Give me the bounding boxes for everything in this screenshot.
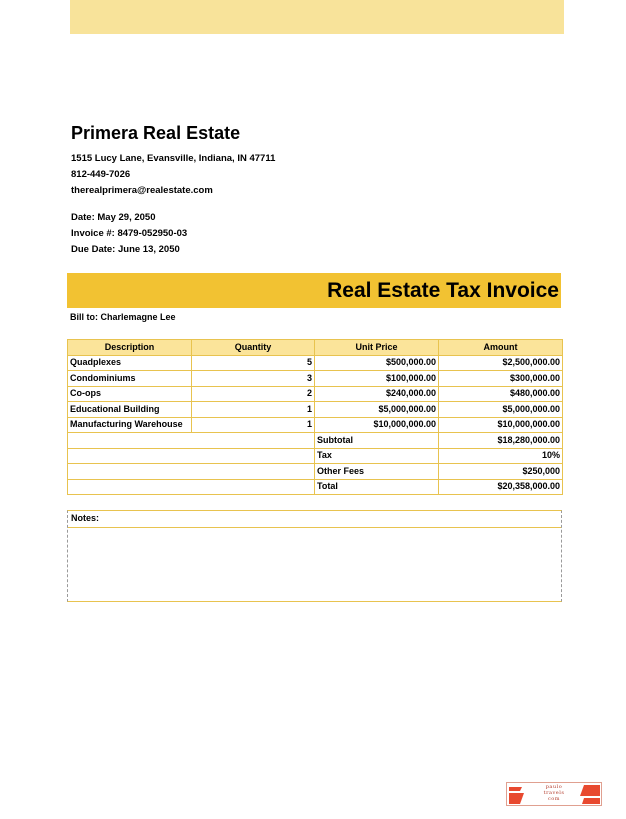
table-row	[68, 386, 563, 402]
row-unit-price: $500,000.00	[315, 355, 439, 371]
row-description: Manufacturing Warehouse	[68, 417, 192, 433]
tax-value: 10%	[439, 448, 563, 464]
header-description: Description	[68, 340, 192, 356]
total-value: $20,358,000.00	[439, 479, 563, 495]
table-row	[68, 371, 563, 387]
notes-divider	[68, 527, 561, 528]
other-fees-label: Other Fees	[315, 464, 439, 480]
other-fees-value: $250,000	[439, 464, 563, 480]
summary-spacer	[68, 448, 315, 464]
logo-line-3: com	[547, 796, 561, 802]
company-name: Primera Real Estate	[71, 123, 241, 143]
brand-logo	[506, 782, 602, 806]
summary-spacer	[68, 433, 315, 449]
company-email: therealprimera@realestate.com	[71, 185, 213, 196]
row-quantity: 1	[192, 417, 315, 433]
company-phone: 812-449-7026	[71, 169, 131, 180]
header-quantity: Quantity	[192, 340, 315, 356]
row-description: Condominiums	[68, 371, 192, 387]
notes-box[interactable]	[67, 510, 562, 602]
row-unit-price: $5,000,000.00	[315, 402, 439, 418]
invoice-due-date: Due Date: June 13, 2050	[71, 244, 180, 255]
company-address: 1515 Lucy Lane, Evansville, Indiana, IN 47711	[71, 153, 276, 164]
row-description: Co-ops	[68, 386, 192, 402]
total-label: Total	[315, 479, 439, 495]
summary-row-other-fees	[68, 464, 563, 480]
row-amount: $480,000.00	[439, 386, 563, 402]
row-quantity: 3	[192, 371, 315, 387]
summary-row-total	[68, 479, 563, 495]
invoice-title: Real Estate Tax Invoice	[327, 278, 559, 302]
invoice-date: Date: May 29, 2050	[71, 212, 156, 223]
row-unit-price: $100,000.00	[315, 371, 439, 387]
notes-label: Notes:	[71, 513, 100, 523]
row-quantity: 5	[192, 355, 315, 371]
tax-label: Tax	[315, 448, 439, 464]
row-amount: $2,500,000.00	[439, 355, 563, 371]
summary-spacer	[68, 464, 315, 480]
invoice-dates	[71, 210, 371, 258]
invoice-table	[67, 339, 563, 495]
title-band	[67, 273, 561, 308]
row-amount: $10,000,000.00	[439, 417, 563, 433]
logo-text	[524, 784, 584, 802]
subtotal-label: Subtotal	[315, 433, 439, 449]
table-row	[68, 402, 563, 418]
row-quantity: 1	[192, 402, 315, 418]
invoice-number: Invoice #: 8479-052950-03	[71, 228, 188, 239]
company-info	[71, 122, 471, 199]
row-amount: $5,000,000.00	[439, 402, 563, 418]
header-amount: Amount	[439, 340, 563, 356]
row-description: Educational Building	[68, 402, 192, 418]
row-unit-price: $240,000.00	[315, 386, 439, 402]
logo-line-1: paulo	[545, 784, 563, 790]
row-quantity: 2	[192, 386, 315, 402]
top-color-band	[70, 0, 564, 34]
summary-row-subtotal	[68, 433, 563, 449]
summary-row-tax	[68, 448, 563, 464]
row-amount: $300,000.00	[439, 371, 563, 387]
subtotal-value: $18,280,000.00	[439, 433, 563, 449]
row-unit-price: $10,000,000.00	[315, 417, 439, 433]
table-row	[68, 355, 563, 371]
header-unit-price: Unit Price	[315, 340, 439, 356]
logo-line-2: travels	[543, 790, 565, 796]
table-row	[68, 417, 563, 433]
summary-spacer	[68, 479, 315, 495]
table-header-row	[68, 340, 563, 356]
bill-to: Bill to: Charlemagne Lee	[70, 312, 176, 322]
row-description: Quadplexes	[68, 355, 192, 371]
